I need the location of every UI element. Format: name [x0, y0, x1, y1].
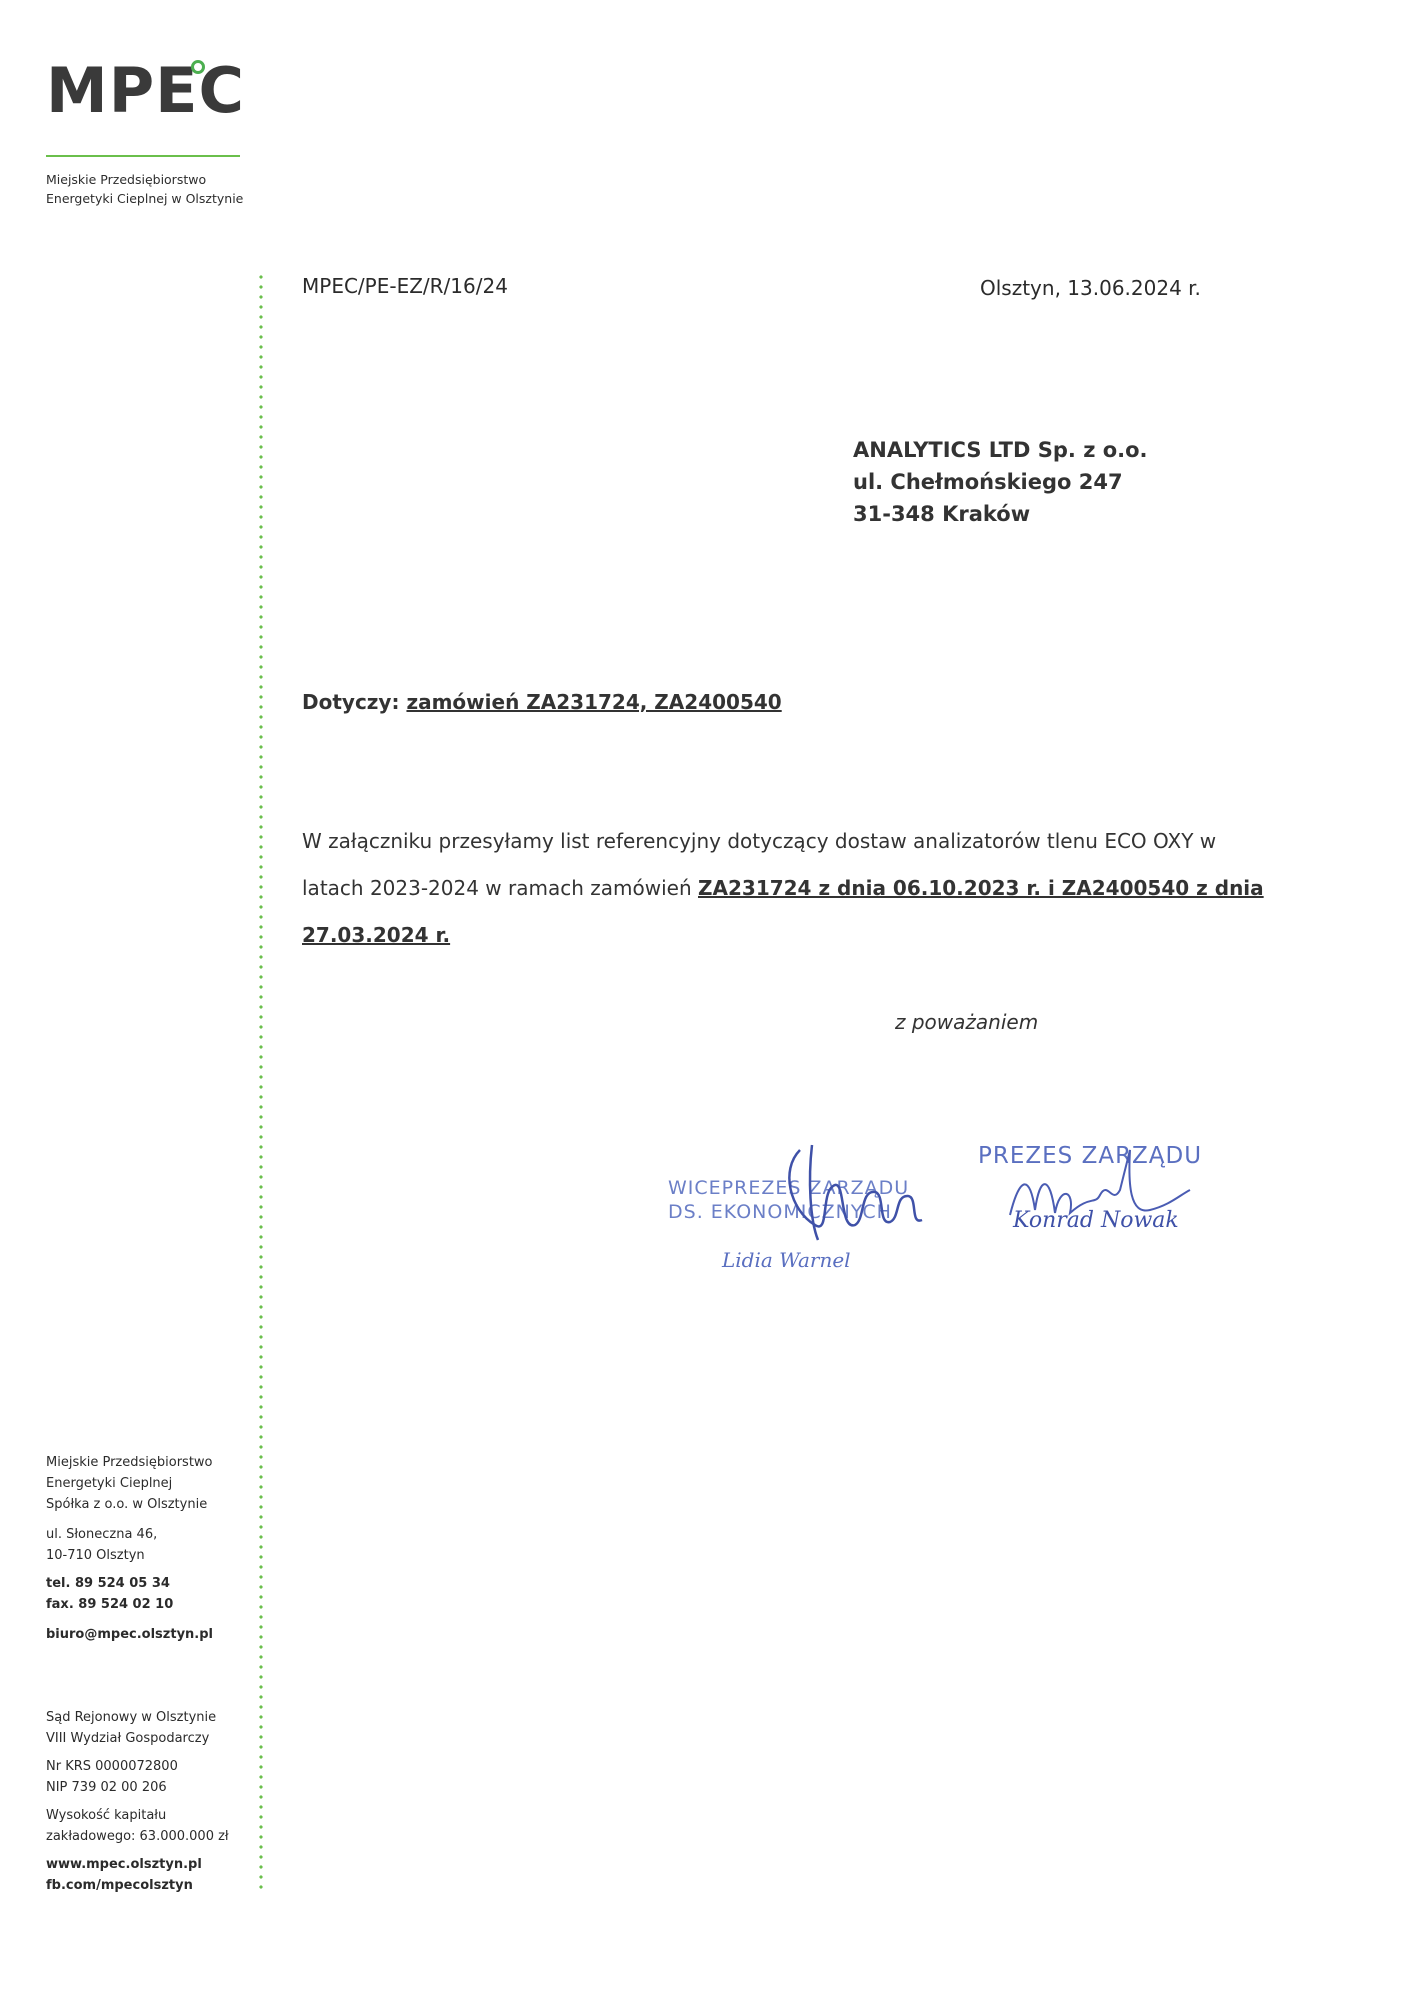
- footer-court: [46, 1707, 216, 1749]
- footer-company: [46, 1452, 213, 1515]
- logo-subtitle-line1: Miejskie Przedsiębiorstwo: [46, 172, 207, 187]
- recipient-address: [853, 434, 1148, 530]
- footer-company-line2: Energetyki Cieplnej: [46, 1476, 173, 1491]
- footer-fb: fb.com/mpecolsztyn: [46, 1878, 193, 1893]
- body-text: W załączniku przesyłamy list referencyjny dotyczący dostaw analizatorów tlenu ECO OXY w latach 2023-2024 w ramach zamówień: [302, 829, 1217, 900]
- stamp2-title: PREZES ZARZĄDU: [978, 1143, 1203, 1169]
- footer-email-block: [46, 1624, 213, 1645]
- footer-capital-line2: zakładowego: 63.000.000 zł: [46, 1829, 229, 1844]
- footer-krs: Nr KRS 0000072800: [46, 1759, 178, 1774]
- recipient-line1: ANALYTICS LTD Sp. z o.o.: [853, 438, 1148, 462]
- place-date: Olsztyn, 13.06.2024 r.: [980, 276, 1201, 300]
- footer-company-line1: Miejskie Przedsiębiorstwo: [46, 1455, 213, 1470]
- footer-www: www.mpec.olsztyn.pl: [46, 1857, 202, 1872]
- signature-1: [760, 1130, 930, 1250]
- footer-phones: [46, 1573, 173, 1615]
- subject-line: [302, 690, 782, 714]
- logo-dot-icon: [191, 60, 205, 74]
- logo-mark: MPEC: [46, 54, 245, 127]
- subject-label: Dotyczy:: [302, 690, 400, 714]
- stamp2-name: Konrad Nowak: [1013, 1208, 1179, 1233]
- footer-fax: fax. 89 524 02 10: [46, 1597, 174, 1612]
- reference-number: MPEC/PE-EZ/R/16/24: [302, 274, 508, 298]
- logo-subtitle: [46, 170, 243, 208]
- signature-2: [1000, 1135, 1200, 1245]
- stamp1-title-line2: DS. EKONOMICZNYCH: [668, 1201, 892, 1223]
- dotted-margin-line: [259, 272, 263, 1892]
- footer-court-line2: VIII Wydział Gospodarczy: [46, 1731, 210, 1746]
- footer-address: [46, 1524, 157, 1566]
- footer-tel: tel. 89 524 05 34: [46, 1576, 170, 1591]
- footer-court-line1: Sąd Rejonowy w Olsztynie: [46, 1710, 217, 1725]
- footer-company-line3: Spółka z o.o. w Olsztynie: [46, 1497, 208, 1512]
- closing-salutation: z poważaniem: [895, 1010, 1039, 1034]
- footer-capital-line1: Wysokość kapitału: [46, 1808, 167, 1823]
- footer-address-line1: ul. Słoneczna 46,: [46, 1527, 158, 1542]
- footer-email: biuro@mpec.olsztyn.pl: [46, 1627, 214, 1642]
- footer-links: [46, 1854, 202, 1896]
- subject-value: zamówień ZA231724, ZA2400540: [406, 690, 782, 714]
- stamp1-name: Lidia Warnel: [722, 1248, 851, 1272]
- company-logo: [46, 54, 256, 210]
- body-order-reference: ZA231724 z dnia 06.10.2023 r. i ZA2400540 z dnia 27.03.2024 r.: [302, 876, 1264, 947]
- logo-divider: [46, 155, 240, 157]
- footer-address-line2: 10-710 Olsztyn: [46, 1548, 145, 1563]
- letter-body: [302, 818, 1272, 959]
- recipient-line3: 31-348 Kraków: [853, 502, 1031, 526]
- footer-nip: NIP 739 02 00 206: [46, 1780, 167, 1795]
- stamp1-title-line1: WICEPREZES ZARZĄDU: [668, 1177, 910, 1199]
- recipient-line2: ul. Chełmońskiego 247: [853, 470, 1123, 494]
- logo-subtitle-line2: Energetyki Cieplnej w Olsztynie: [46, 191, 244, 206]
- footer-capital: [46, 1805, 229, 1847]
- footer-registry: [46, 1756, 178, 1798]
